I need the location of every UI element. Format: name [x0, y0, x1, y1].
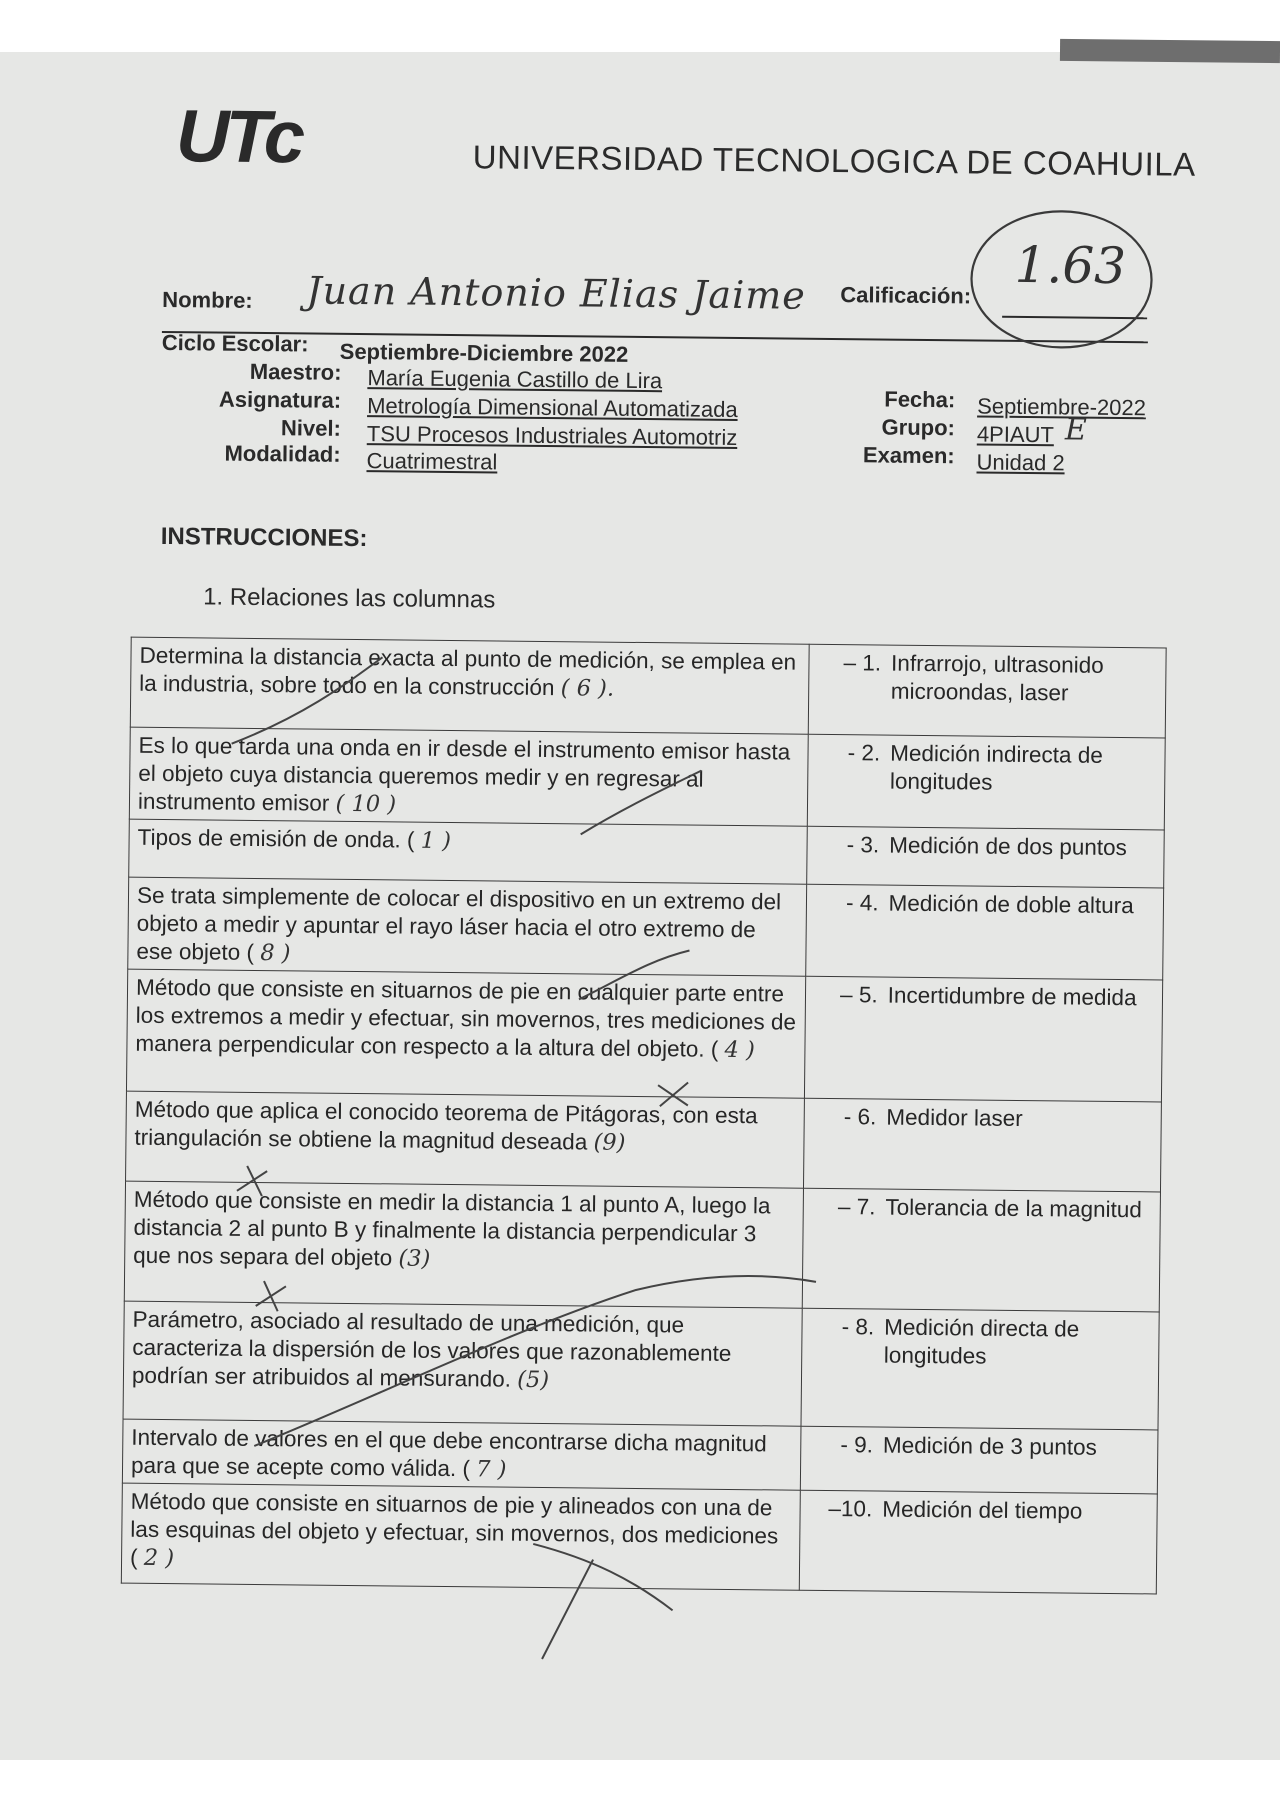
- utc-logo: UTc: [175, 94, 302, 179]
- option-text: Medición de dos puntos: [889, 832, 1128, 861]
- instruction-item-1: 1. Relaciones las columnas: [203, 583, 496, 614]
- option-text: Incertidumbre de medida: [887, 982, 1137, 1011]
- grade-label: Calificación:: [840, 282, 972, 309]
- exam-value: Unidad 2: [976, 449, 1065, 476]
- university-title: UNIVERSIDAD TECNOLOGICA DE COAHUILA: [472, 138, 1196, 183]
- question-text: Es lo que tarda una onda en ir desde el instrumento emisor hasta el objeto cuya distancia queremos medir y en regresar al instrumento emisor: [137, 732, 791, 816]
- option-text: Infrarrojo, ultrasonido microondas, laser: [890, 650, 1104, 706]
- handwritten-answer: (5): [517, 1366, 550, 1394]
- tick-mark-2: [256, 1281, 286, 1311]
- option-number: - 9.: [840, 1432, 874, 1458]
- option-text: Medición indirecta de longitudes: [889, 740, 1103, 795]
- teacher-value: María Eugenia Castillo de Lira: [367, 365, 663, 394]
- date-label: Fecha:: [884, 386, 956, 413]
- group-label: Grupo:: [881, 414, 956, 441]
- answer-stroke-3: [579, 949, 690, 1000]
- option-number: - 4.: [845, 890, 879, 916]
- handwritten-answer: 7 ): [476, 1456, 507, 1483]
- handwritten-answer: 1 ): [420, 827, 452, 855]
- question-text: Parámetro, asociado al resultado de una medición, que caracteriza la dispersión de los valores que razonablemente podrían ser atribuidos al mensurando.: [131, 1306, 732, 1392]
- mode-label: Modalidad:: [224, 440, 341, 467]
- option-text: Medición de doble altura: [888, 890, 1134, 919]
- question-text: Método que consiste en situarnos de pie en cualquier parte entre los extremos a medir y efectuar, sin movernos, tres mediciones de manera perpendicular con respecto a la altura del objeto. (: [135, 974, 797, 1062]
- date-value: Septiembre-2022: [977, 393, 1147, 421]
- answer-stroke-1: [232, 656, 383, 746]
- question-text: Determina la distancia exacta al punto de medición, se emplea en la industria, sobre todo en la construcción: [139, 642, 797, 701]
- handwritten-answer: 8 ): [260, 940, 291, 967]
- handwritten-answer: 2 ): [143, 1544, 175, 1572]
- question-text: Método que consiste en situarnos de pie y alineados con una de las esquinas del objeto y efectuar, sin movernos, dos mediciones (: [129, 1488, 779, 1570]
- option-text: Medición del tiempo: [882, 1496, 1083, 1524]
- option-number: - 3.: [846, 832, 880, 858]
- option-text: Medición directa de longitudes: [883, 1314, 1080, 1369]
- cycle-value: Septiembre-Diciembre 2022: [339, 338, 629, 367]
- question-text: Tipos de emisión de onda. (: [137, 824, 415, 853]
- cycle-label: Ciclo Escolar:: [161, 329, 309, 357]
- option-number: – 7.: [837, 1194, 876, 1220]
- grade-handwritten: 1.63: [1014, 235, 1127, 296]
- tick-mark-1: [237, 1166, 267, 1196]
- answer-stroke-4: [254, 1271, 816, 1452]
- option-number: - 6.: [843, 1104, 877, 1130]
- handwritten-answer: ( 10 ): [335, 790, 397, 818]
- grade-circle: [971, 210, 1152, 348]
- level-label: Nivel:: [280, 415, 342, 441]
- group-handwritten-letter: E: [1064, 412, 1088, 448]
- level-value: TSU Procesos Industriales Automotriz: [366, 421, 738, 450]
- handwritten-answer: ( 6 ).: [560, 675, 615, 702]
- handwritten-answer: (9): [593, 1129, 626, 1156]
- exam-label: Examen:: [862, 442, 955, 469]
- cross-mark-1: [658, 1082, 688, 1106]
- student-name-handwritten: Juan Antonio Elias Jaime: [306, 268, 806, 318]
- answer-stroke-2: [581, 769, 702, 835]
- instructions-title: INSTRUCCIONES:: [160, 522, 368, 553]
- option-number: - 8.: [841, 1314, 875, 1340]
- option-number: - 2.: [847, 740, 881, 766]
- teacher-label: Maestro:: [249, 358, 342, 385]
- option-text: Medición de 3 puntos: [882, 1432, 1097, 1460]
- handwritten-answer: 4 ): [724, 1036, 755, 1064]
- cross-mark-2: [532, 1544, 673, 1660]
- name-label: Nombre:: [162, 286, 253, 313]
- question-text: Método que aplica el conocido teorema de Pitágoras, con esta triangulación se obtiene la magnitud deseada: [134, 1096, 758, 1155]
- option-number: –10.: [828, 1496, 873, 1522]
- subject-label: Asignatura:: [218, 386, 342, 413]
- handwritten-answer: (3): [398, 1245, 431, 1272]
- question-text: Intervalo de valores en el que debe encontrarse dicha magnitud para que se acepte como válida. (: [130, 1424, 767, 1482]
- option-number: – 1.: [843, 650, 882, 676]
- subject-value: Metrología Dimensional Automatizada: [367, 393, 738, 422]
- option-number: – 5.: [839, 982, 878, 1008]
- mode-value: Cuatrimestral: [366, 448, 498, 475]
- question-text: Método que consiste en medir la distancia 1 al punto A, luego la distancia 2 al punto B y finalmente la distancia perpendicular 3 que nos separa del objeto: [133, 1186, 771, 1271]
- option-text: Tolerancia de la magnitud: [885, 1194, 1142, 1223]
- group-value: 4PIAUT: [976, 421, 1055, 448]
- option-text: Medidor laser: [886, 1104, 1023, 1132]
- question-text: Se trata simplemente de colocar el dispositivo en un extremo del objeto a medir y apuntar el rayo láser hacia el otro extremo de ese objeto (: [136, 882, 782, 965]
